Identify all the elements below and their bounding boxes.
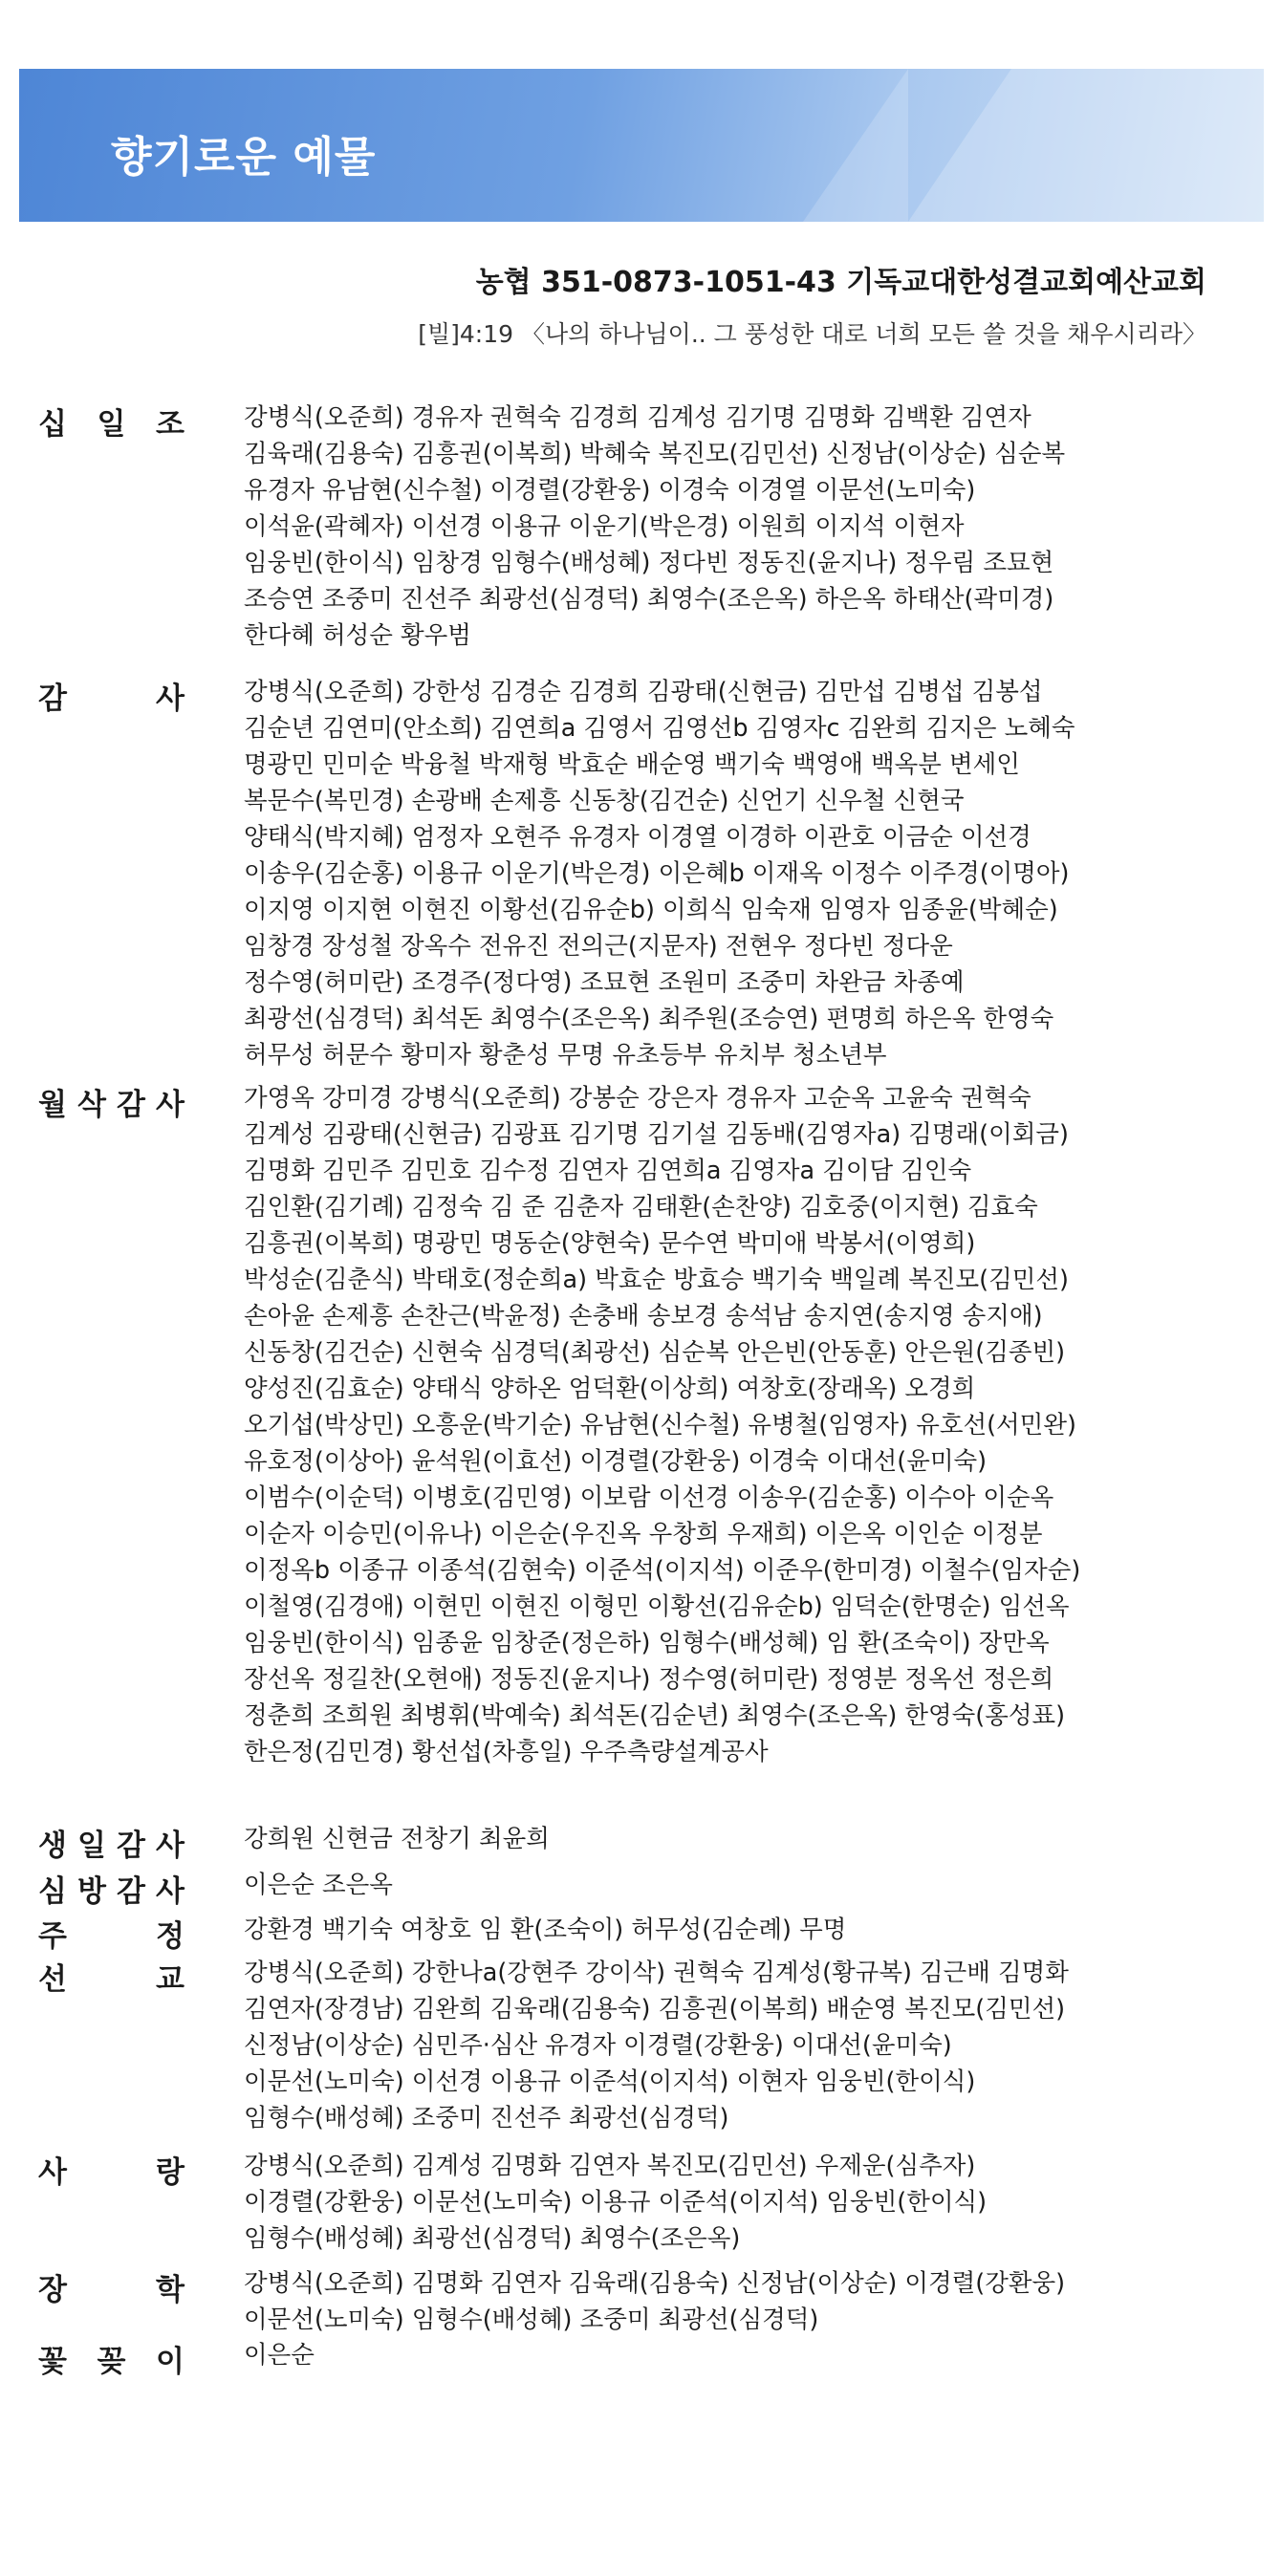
donor-line: 한은정(김민경) 황선섭(차흥일) 우주측량설계공사 [244,1738,769,1766]
section-label: 사 랑 [38,2155,185,2190]
donor-names [244,674,1245,1073]
donor-names [244,2337,1245,2380]
offering-section [38,400,1245,654]
offering-section [38,674,1245,1073]
donor-line: 이경렬(강환웅) 이문선(노미숙) 이용규 이준석(이지석) 임웅빈(한이식) [244,2188,988,2217]
section-label: 주 정 [38,1919,185,1954]
donor-names [244,1821,1245,1864]
bible-verse: [빌]4:19 〈나의 하나님이.. 그 풍성한 대로 너희 모든 쓸 것을 채우시리라〉 [418,320,1206,348]
donor-line: 강병식(오준희) 강한성 김경순 김경희 김광태(신현금) 김만섭 김병섭 김봉섭 [244,678,1043,706]
offering-section [38,1821,1245,1864]
donor-names [244,1080,1245,1770]
donor-line: 임웅빈(한이식) 임창경 임형수(배성혜) 정다빈 정동진(윤지나) 정우림 조묘현 [244,549,1054,577]
donor-line: 김인환(김기례) 김정숙 김 준 김춘자 김태환(손찬양) 김호중(이지현) 김효숙 [244,1193,1038,1222]
donor-line: 강병식(오준희) 강한나a(강현주 강이삭) 권혁숙 김계성(황규복) 김근배 김명화 [244,1959,1069,1987]
donor-line: 김흥권(이복희) 명광민 명동순(양현숙) 문수연 박미애 박봉서(이영희) [244,1229,976,1258]
donor-names [244,1912,1245,1955]
section-label: 꽃 꽂 이 [38,2345,185,2379]
bank-account: 농협 351-0873-1051-43 기독교대한성결교회예산교회 [475,266,1206,299]
donor-line: 박성순(김춘식) 박태호(정순희a) 박효순 방효승 백기숙 백일례 복진모(김민선) [244,1266,1069,1294]
section-label: 감 사 [38,682,185,716]
section-label: 심 방 감 사 [38,1874,185,1909]
donor-names [244,400,1245,654]
offering-section [38,2265,1245,2338]
donor-line: 양성진(김효순) 양태식 양하온 엄덕환(이상희) 여창호(장래옥) 오경희 [244,1375,976,1403]
donor-line: 이범수(이순덕) 이병호(김민영) 이보람 이선경 이송우(김순홍) 이수아 이순옥 [244,1483,1054,1512]
offering-section [38,1955,1245,2136]
donor-line: 이지영 이지현 이현진 이황선(김유순b) 이희식 임숙재 임영자 임종윤(박혜순) [244,896,1058,924]
donor-line: 김계성 김광태(신현금) 김광표 김기명 김기설 김동배(김영자a) 김명래(이회금) [244,1120,1069,1149]
donor-line: 정수영(허미란) 조경주(정다영) 조묘현 조원미 조중미 차완금 차종예 [244,968,965,997]
donor-line: 이순자 이승민(이유나) 이은순(우진옥 우창희 우재희) 이은옥 이인순 이정분 [244,1520,1043,1548]
page-title: 향기로운 예물 [111,133,377,182]
offering-section [38,2337,1245,2380]
offering-section [38,1080,1245,1770]
donor-line: 강환경 백기숙 여창호 임 환(조숙이) 허무성(김순례) 무명 [244,1916,847,1944]
donor-line: 유경자 유남현(신수철) 이경렬(강환웅) 이경숙 이경열 이문선(노미숙) [244,476,976,505]
donor-line: 가영옥 강미경 강병식(오준희) 강봉순 강은자 경유자 고순옥 고윤숙 권혁숙 [244,1084,1031,1113]
donor-names [244,1867,1245,1910]
donor-line: 이석윤(곽혜자) 이선경 이용규 이운기(박은경) 이원희 이지석 이현자 [244,512,965,541]
donor-line: 한다혜 허성순 황우범 [244,621,471,650]
section-label: 생 일 감 사 [38,1829,185,1863]
section-label: 선 교 [38,1962,185,1997]
donor-line: 이문선(노미숙) 이선경 이용규 이준석(이지석) 이현자 임웅빈(한이식) [244,2067,976,2096]
donor-line: 강병식(오준희) 경유자 권혁숙 김경희 김계성 김기명 김명화 김백환 김연자 [244,403,1031,432]
donor-line: 정춘희 조희원 최병휘(박예숙) 최석돈(김순년) 최영수(조은옥) 한영숙(홍성표) [244,1701,1066,1730]
header-banner [19,69,1264,222]
donor-line: 이철영(김경애) 이현민 이현진 이형민 이황선(김유순b) 임덕순(한명순) 임선옥 [244,1592,1070,1621]
donor-line: 명광민 민미순 박융철 박재형 박효순 배순영 백기숙 백영애 백옥분 변세인 [244,750,1020,779]
donor-names [244,2265,1245,2338]
donor-line: 김연자(장경남) 김완희 김육래(김용숙) 김흥권(이복희) 배순영 복진모(김민선) [244,1995,1066,2024]
donor-line: 장선옥 정길찬(오현애) 정동진(윤지나) 정수영(허미란) 정영분 정옥선 정은희 [244,1665,1054,1694]
donor-line: 이문선(노미숙) 임형수(배성혜) 조중미 최광선(심경덕) [244,2305,819,2334]
section-label: 장 학 [38,2273,185,2307]
donor-line: 강희원 신현금 전창기 최윤희 [244,1825,550,1853]
donor-line: 이은순 조은옥 [244,1871,393,1899]
donor-line: 손아윤 손제흥 손찬근(박윤정) 손충배 송보경 송석남 송지연(송지영 송지애) [244,1302,1043,1331]
donor-line: 강병식(오준희) 김계성 김명화 김연자 복진모(김민선) 우제운(심추자) [244,2152,976,2180]
donor-line: 오기섭(박상민) 오흥운(박기순) 유남현(신수철) 유병철(임영자) 유호선(서민완) [244,1411,1076,1440]
donor-line: 유호정(이상아) 윤석원(이효선) 이경렬(강환웅) 이경숙 이대선(윤미숙) [244,1447,988,1476]
donor-names [244,2148,1245,2257]
donor-line: 이정옥b 이종규 이종석(김현숙) 이준석(이지석) 이준우(한미경) 이철수(임자순) [244,1556,1081,1585]
donor-line: 조승연 조중미 진선주 최광선(심경덕) 최영수(조은옥) 하은옥 하태산(곽미경) [244,585,1054,614]
donor-line: 허무성 허문수 황미자 황춘성 무명 유초등부 유치부 청소년부 [244,1041,887,1070]
section-label: 월 삭 감 사 [38,1088,185,1122]
donor-line: 김순년 김연미(안소희) 김연희a 김영서 김영선b 김영자c 김완희 김지은 노혜숙 [244,714,1075,743]
donor-names [244,1955,1245,2136]
banner-decoration [908,69,1264,222]
donor-line: 신정남(이상순) 심민주·심산 유경자 이경렬(강환웅) 이대선(윤미숙) [244,2031,952,2060]
donor-line: 이송우(김순홍) 이용규 이운기(박은경) 이은혜b 이재옥 이정수 이주경(이명아) [244,859,1070,888]
donor-line: 강병식(오준희) 김명화 김연자 김육래(김용숙) 신정남(이상순) 이경렬(강환웅) [244,2269,1066,2298]
donor-line: 이은순 [244,2341,315,2370]
donor-line: 김명화 김민주 김민호 김수정 김연자 김연희a 김영자a 김이담 김인숙 [244,1157,972,1185]
donor-line: 복문수(복민경) 손광배 손제흥 신동창(김건순) 신언기 신우철 신현국 [244,787,965,815]
section-label: 십 일 조 [38,407,185,442]
donor-line: 임창경 장성철 장옥수 전유진 전의근(지문자) 전현우 정다빈 정다운 [244,932,953,961]
banner-decoration [803,69,908,222]
offering-section [38,1912,1245,1955]
donor-line: 김육래(김용숙) 김흥권(이복희) 박혜숙 복진모(김민선) 신정남(이상순) 심순복 [244,440,1066,468]
donor-line: 최광선(심경덕) 최석돈 최영수(조은옥) 최주원(조승연) 편명희 하은옥 한영숙 [244,1005,1054,1033]
donor-line: 양태식(박지혜) 엄정자 오현주 유경자 이경열 이경하 이관호 이금순 이선경 [244,823,1031,852]
offering-section [38,2148,1245,2257]
donor-line: 신동창(김건순) 신현숙 심경덕(최광선) 심순복 안은빈(안동훈) 안은원(김종빈) [244,1338,1066,1367]
offering-section [38,1867,1245,1910]
donor-line: 임웅빈(한이식) 임종윤 임창준(정은하) 임형수(배성혜) 임 환(조숙이) 장만옥 [244,1629,1050,1657]
donor-line: 임형수(배성혜) 조중미 진선주 최광선(심경덕) [244,2104,729,2132]
donor-line: 임형수(배성혜) 최광선(심경덕) 최영수(조은옥) [244,2224,741,2253]
